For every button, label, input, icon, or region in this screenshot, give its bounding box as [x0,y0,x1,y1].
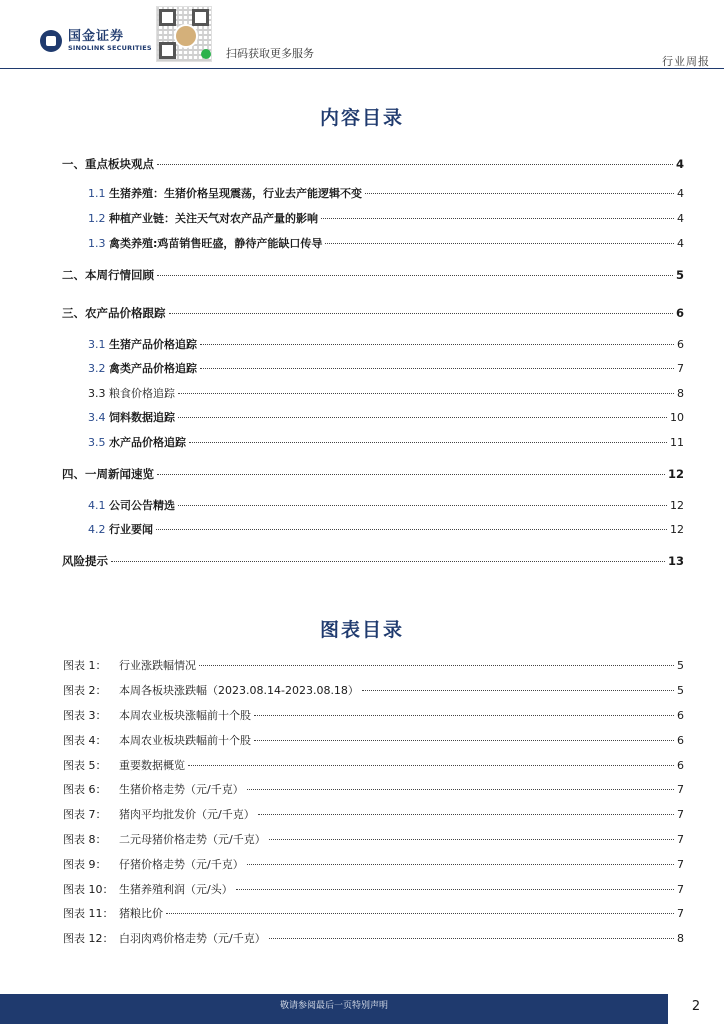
figure-entry[interactable]: 图表 12： 白羽肉鸡价格走势（元/千克） 8 [63,932,684,945]
toc-entry[interactable]: 3.2 禽类产品价格追踪 7 [88,362,684,375]
figure-entry[interactable]: 图表 10： 生猪养殖利润（元/头） 7 [63,883,684,896]
figure-entry[interactable]: 图表 5： 重要数据概览 6 [63,759,684,772]
figure-entry[interactable]: 图表 11： 猪粮比价 7 [63,907,684,920]
toc-entry[interactable]: 1.2 种植产业链：关注天气对农产品产量的影响 4 [88,212,684,225]
page-number: 2 [691,999,701,1014]
figure-entry[interactable]: 图表 8： 二元母猪价格走势（元/千克） 7 [63,833,684,846]
toc-entry[interactable]: 4.1 公司公告精选 12 [88,499,684,512]
toc-entry[interactable]: 1.3 禽类养殖:鸡苗销售旺盛，静待产能缺口传导 4 [88,237,684,250]
toc-entry[interactable]: 3.3 粮食价格追踪 8 [88,387,684,400]
toc-entry[interactable]: 4.2 行业要闻 12 [88,523,684,536]
figure-entry[interactable]: 图表 9： 仔猪价格走势（元/千克） 7 [63,858,684,871]
page-header [0,0,724,70]
toc-entry[interactable]: 3.5 水产品价格追踪 11 [88,436,684,449]
toc-entry[interactable]: 四、一周新闻速览 12 [62,467,684,481]
header-divider [0,68,724,69]
footer-disclaimer: 敬请参阅最后一页特别声明 [0,994,668,1024]
logo-name-en: SINOLINK SECURITIES [68,44,152,53]
company-logo [40,30,152,52]
toc-entry[interactable]: 一、重点板块观点 4 [62,157,684,171]
logo-name-cn: 国金证券 [68,29,125,45]
page-footer [0,994,724,1024]
toc-entry[interactable]: 风险提示 13 [62,554,684,568]
logo-icon [40,30,62,52]
toc-entry[interactable]: 3.1 生猪产品价格追踪 6 [88,338,684,351]
wechat-icon [201,49,211,59]
scan-prompt: 扫码获取更多服务 [226,47,314,60]
figure-entry[interactable]: 图表 3： 本周农业板块涨幅前十个股 6 [63,709,684,722]
toc-entry[interactable]: 1.1 生猪养殖：生猪价格呈现震荡，行业去产能逻辑不变 4 [88,187,684,200]
figure-entry[interactable]: 图表 2： 本周各板块涨跌幅（2023.08.14-2023.08.18） 5 [63,684,684,697]
figure-entry[interactable]: 图表 1： 行业涨跌幅情况 5 [63,659,684,672]
figure-entry[interactable]: 图表 4： 本周农业板块跌幅前十个股 6 [63,734,684,747]
contents-title: 内容目录 [319,107,404,129]
toc-entry[interactable]: 三、农产品价格跟踪 6 [62,306,684,320]
figures-title: 图表目录 [319,619,404,641]
toc-entry[interactable]: 二、本周行情回顾 5 [62,268,684,282]
qr-code-icon[interactable] [156,6,212,62]
figure-entry[interactable]: 图表 6： 生猪价格走势（元/千克） 7 [63,783,684,796]
figure-entry[interactable]: 图表 7： 猪肉平均批发价（元/千克） 7 [63,808,684,821]
toc-entry[interactable]: 3.4 饲料数据追踪 10 [88,411,684,424]
report-type: 行业周报 [662,55,710,68]
